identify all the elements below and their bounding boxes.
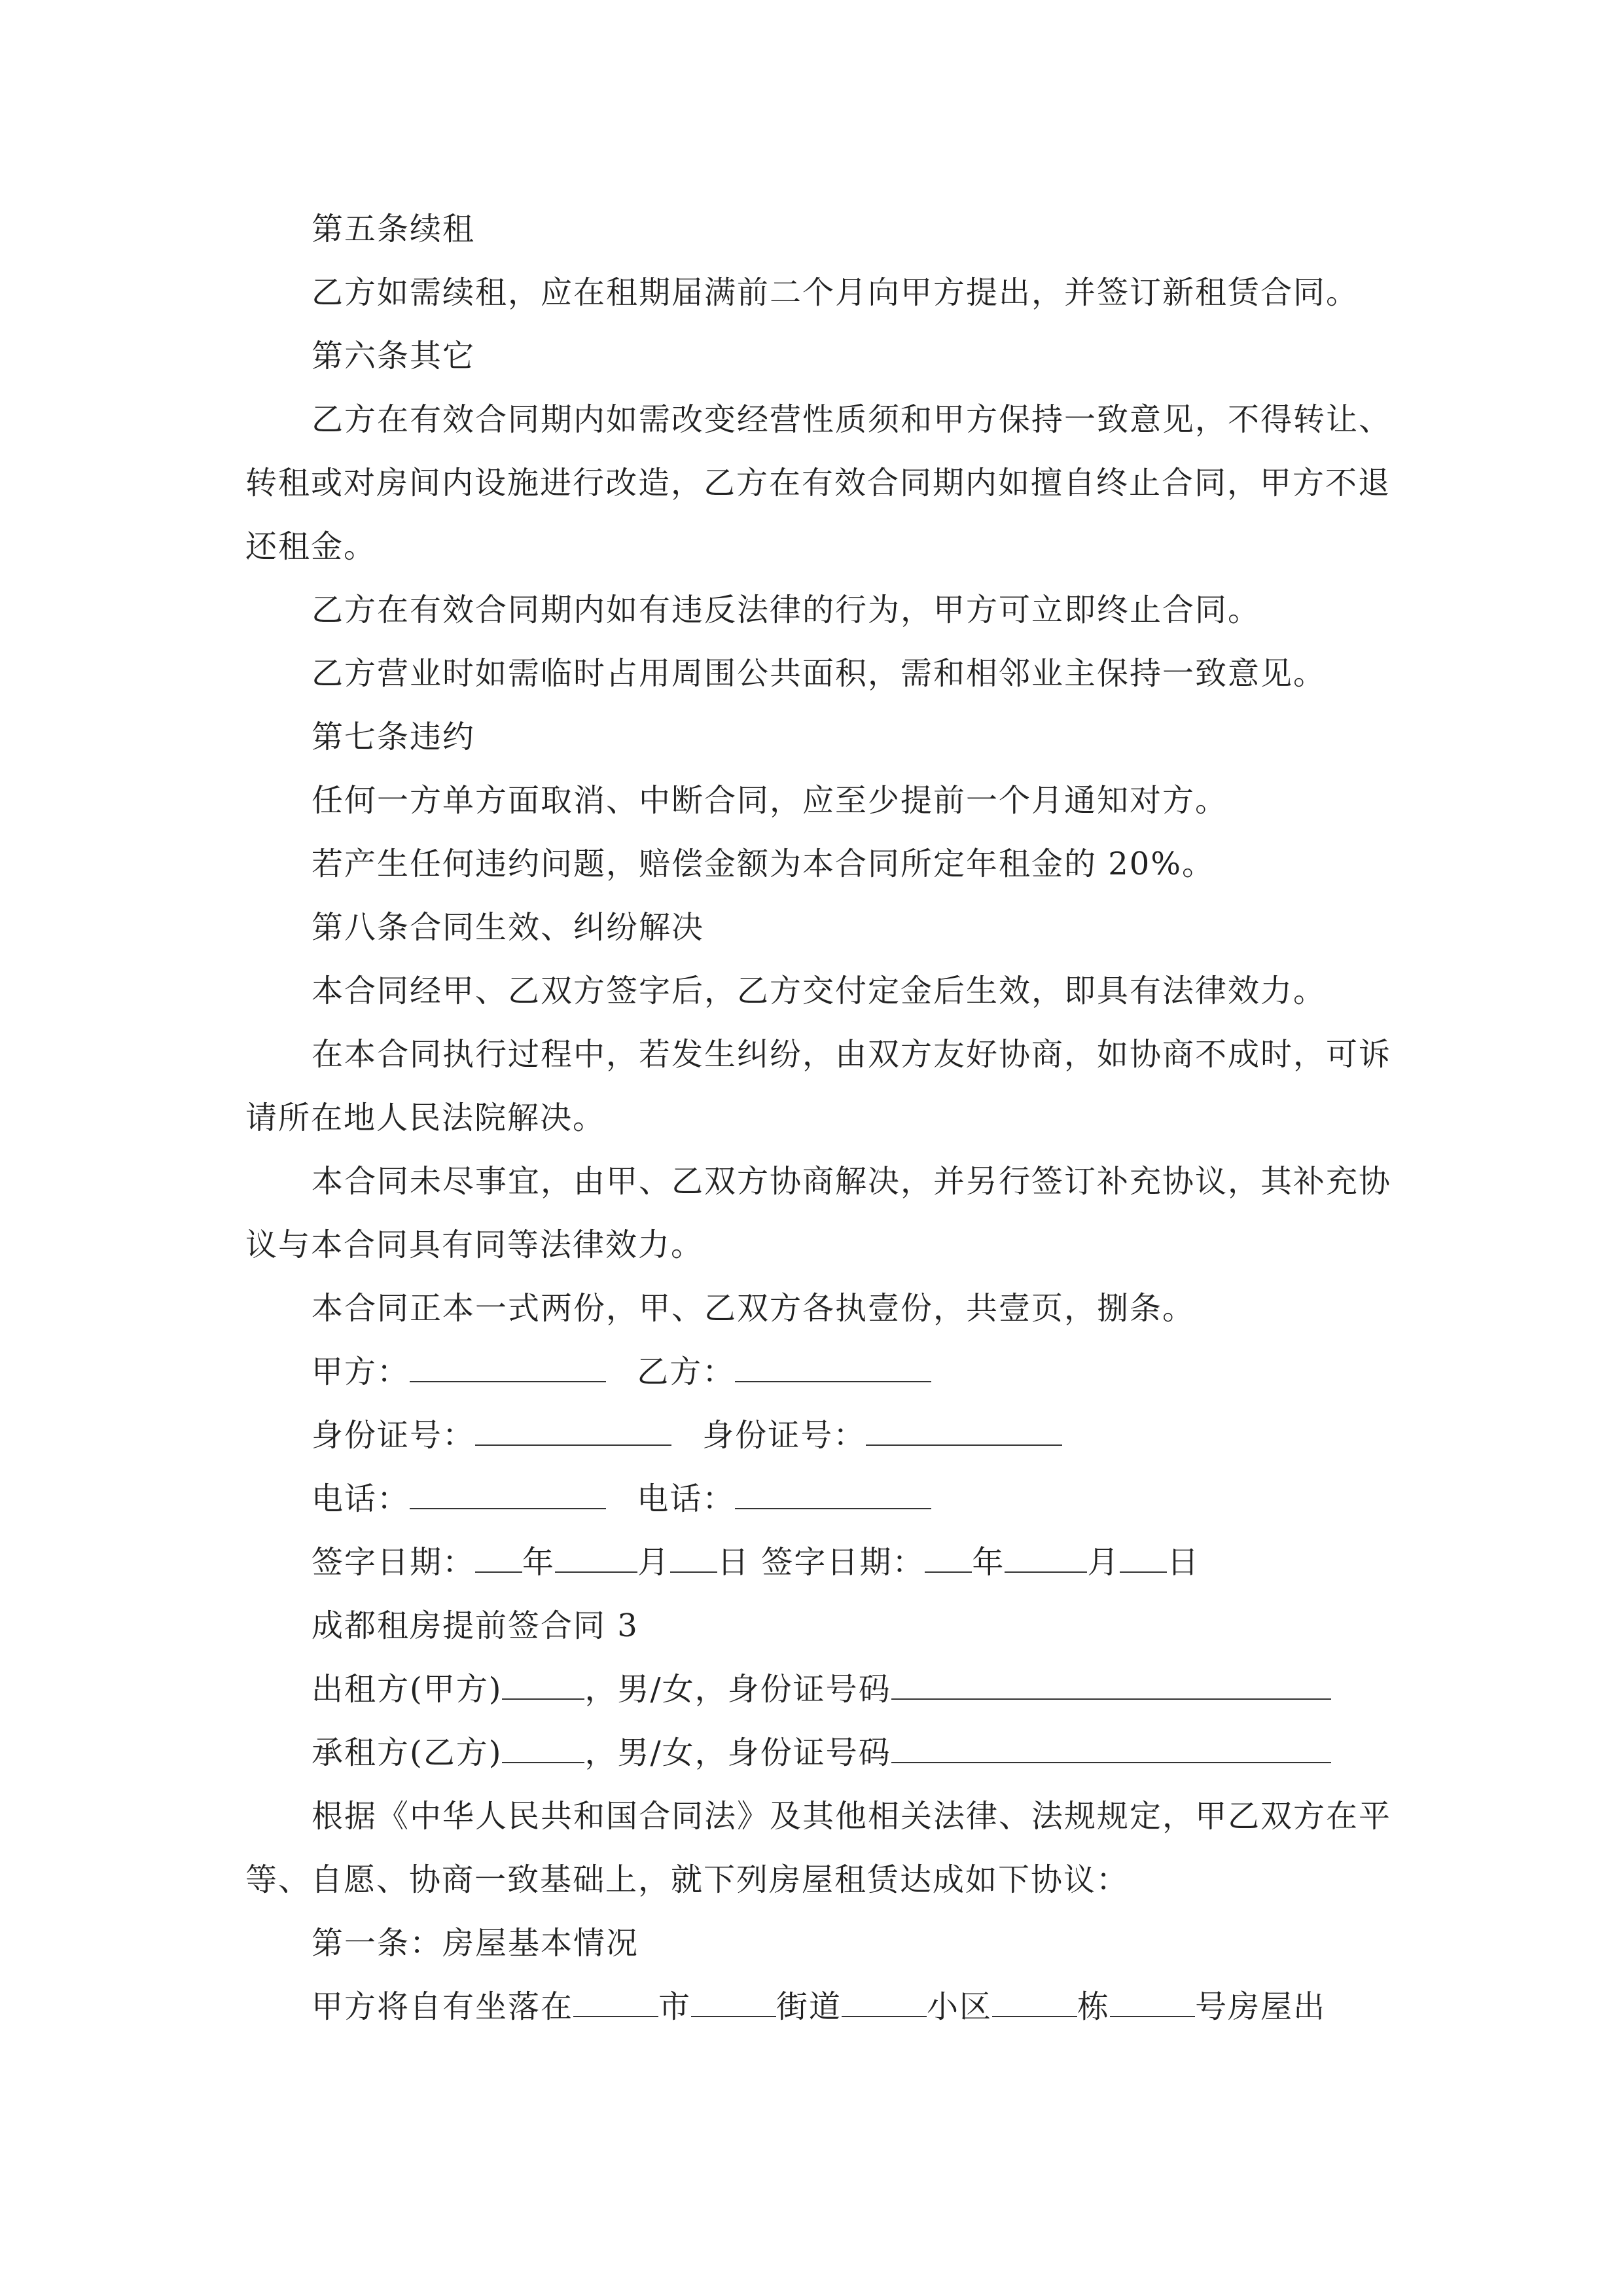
article-6-heading: 第六条其它 [312,338,476,374]
paragraph-continuation: 请所在地人民法院解决。 [245,1100,606,1136]
paragraph: 乙方营业时如需临时占用周围公共面积，需和相邻业主保持一致意见。 [312,655,1327,692]
lessor-name-blank[interactable] [502,1670,584,1700]
building-label: 栋 [1077,1988,1111,2025]
article-7-heading: 第七条违约 [312,719,476,755]
paragraph: 若产生任何违约问题，赔偿金额为本合同所定年租金的 20%。 [312,846,1215,882]
month-label: 月 [1087,1544,1120,1581]
signature-row-phone [312,1479,931,1518]
phone-b-label: 电话： [637,1480,736,1517]
day-blank[interactable] [670,1543,717,1573]
city-label: 市 [658,1988,692,2025]
month-label: 月 [637,1544,671,1581]
paragraph: 本合同经甲、乙双方签字后，乙方交付定金后生效，即具有法律效力。 [312,973,1327,1009]
day-blank[interactable] [1120,1543,1167,1573]
paragraph: 任何一方单方面取消、中断合同，应至少提前一个月通知对方。 [312,782,1228,819]
city-blank[interactable] [573,1987,658,2017]
year-label: 年 [972,1544,1005,1581]
lessee-gender-id: ，男/女，身份证号码 [584,1734,891,1771]
month-blank[interactable] [555,1543,637,1573]
paragraph-continuation: 议与本合同具有同等法律效力。 [245,1227,704,1263]
article-1-heading: 第一条：房屋基本情况 [312,1925,639,1962]
signature-row-party [312,1352,931,1391]
paragraph-continuation: 转租或对房间内设施进行改造，乙方在有效合同期内如擅自终止合同，甲方不退 [245,465,1391,501]
location-prefix: 甲方将自有坐落在 [312,1988,574,2025]
lessee-id-blank[interactable] [891,1733,1331,1763]
id-a-blank[interactable] [475,1416,671,1446]
article-5-heading: 第五条续租 [312,211,476,247]
lessor-gender-id: ，男/女，身份证号码 [584,1671,891,1708]
room-blank[interactable] [1110,1987,1195,2017]
year-blank[interactable] [925,1543,972,1573]
paragraph: 在本合同执行过程中，若发生纠纷，由双方友好协商，如协商不成时，可诉 [312,1036,1392,1073]
signature-row-date [312,1543,1200,1582]
phone-b-blank[interactable] [735,1479,931,1509]
month-blank[interactable] [1005,1543,1087,1573]
signature-row-id [312,1416,1062,1455]
party-a-label: 甲方： [312,1354,410,1390]
id-b-blank[interactable] [866,1416,1062,1446]
lessee-name-blank[interactable] [502,1733,584,1763]
room-suffix: 号房屋出 [1195,1988,1327,2025]
lessee-row [312,1733,1331,1772]
street-label: 街道 [776,1988,842,2025]
id-a-label: 身份证号： [312,1417,476,1454]
contract-3-title: 成都租房提前签合同 3 [312,1607,639,1644]
date-a-label: 签字日期： [312,1544,476,1581]
paragraph: 乙方在有效合同期内如有违反法律的行为，甲方可立即终止合同。 [312,592,1261,628]
street-blank[interactable] [691,1987,776,2017]
paragraph: 本合同正本一式两份，甲、乙双方各执壹份，共壹页，捌条。 [312,1290,1196,1327]
phone-a-blank[interactable] [410,1479,606,1509]
paragraph-continuation: 等、自愿、协商一致基础上，就下列房屋租赁达成如下协议： [245,1861,1130,1898]
lessor-label: 出租方(甲方) [312,1671,503,1708]
paragraph: 根据《中华人民共和国合同法》及其他相关法律、法规规定，甲乙双方在平 [312,1798,1392,1835]
article-8-heading: 第八条合同生效、纠纷解决 [312,909,705,946]
paragraph: 本合同未尽事宜，由甲、乙双方协商解决，并另行签订补充协议，其补充协 [312,1163,1392,1200]
community-label: 小区 [927,1988,993,2025]
lessor-id-blank[interactable] [891,1670,1331,1700]
party-b-label: 乙方： [637,1354,736,1390]
paragraph-continuation: 还租金。 [245,528,377,565]
lessor-row [312,1670,1331,1709]
date-b-label: 签字日期： [761,1544,925,1581]
party-b-blank[interactable] [735,1352,931,1382]
party-a-blank[interactable] [410,1352,606,1382]
day-label: 日 [717,1544,751,1581]
paragraph: 乙方如需续租，应在租期届满前二个月向甲方提出，并签订新租赁合同。 [312,274,1359,311]
lessee-label: 承租方(乙方) [312,1734,503,1771]
location-row [312,1987,1326,2026]
id-b-label: 身份证号： [702,1417,866,1454]
year-blank[interactable] [475,1543,522,1573]
day-label: 日 [1167,1544,1200,1581]
community-blank[interactable] [842,1987,927,2017]
building-blank[interactable] [992,1987,1077,2017]
paragraph: 乙方在有效合同期内如需改变经营性质须和甲方保持一致意见，不得转让、 [312,401,1392,438]
phone-a-label: 电话： [312,1480,410,1517]
year-label: 年 [522,1544,556,1581]
